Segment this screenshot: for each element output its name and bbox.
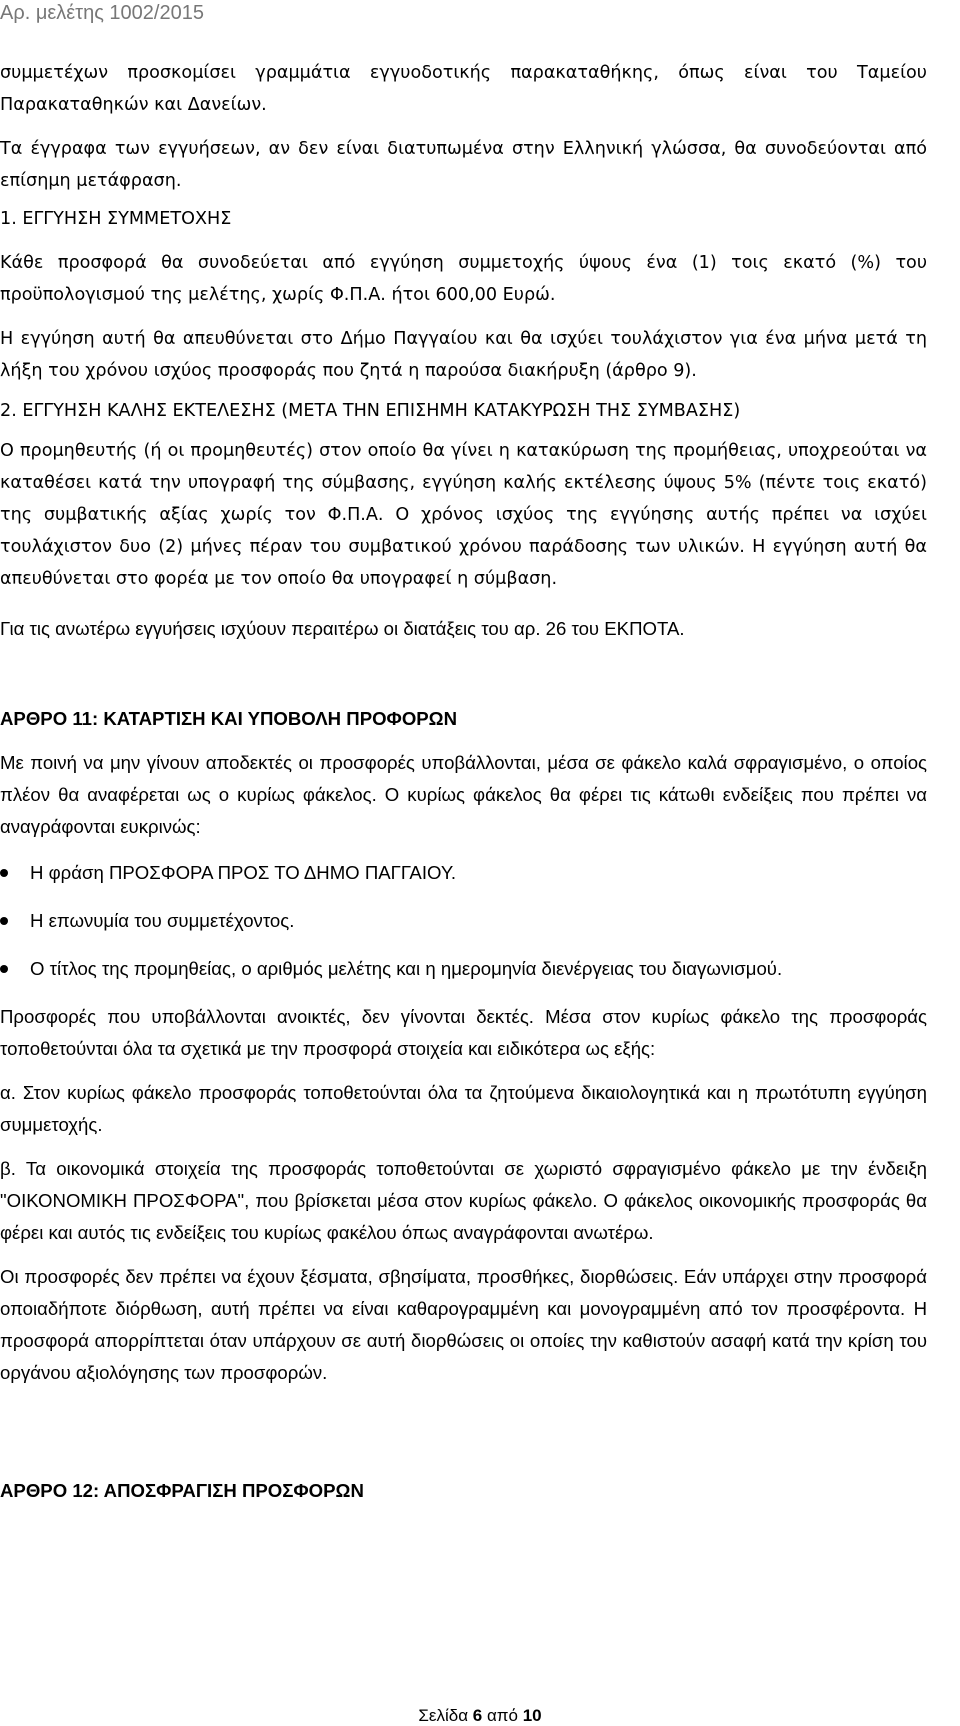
paragraph: Οι προσφορές δεν πρέπει να έχουν ξέσματα, σβησίματα, προσθήκες, διορθώσεις. Εάν υπάρχει στην προσφορά οποιαδήποτε διόρθωση, αυτή πρέπει να είναι καθαρογραμμένη και μονογραμμένη από τον προσφέροντα. Η προσφορά απορρίπτεται όταν υπάρχουν σε αυτή διορθώσεις οι οποίες την καθιστούν ασαφή κατά την κρίση του οργάνου αξιολόγησης των προσφορών. [0, 1266, 927, 1383]
paragraph: β. Τα οικονομικά στοιχεία της προσφοράς τοποθετούνται σε χωριστό σφραγισμένο φάκελο με την ένδειξη "ΟΙΚΟΝΟΜΙΚΗ ΠΡΟΣΦΟΡΑ", που βρίσκεται μέσα στον κυρίως φάκελο. Ο φάκελος οικονομικής προσφοράς θα φέρει και αυτός τις ενδείξεις του κυρίως φακέλου όπως αναγράφονται ανωτέρω. [0, 1158, 927, 1243]
footer-page-total: 10 [522, 1706, 542, 1725]
section-title-performance-guarantee: 2. ΕΓΓΥΗΣΗ ΚΑΛΗΣ ΕΚΤΕΛΕΣΗΣ (ΜΕΤΑ ΤΗΝ ΕΠΙΣΗΜΗ ΚΑΤΑΚΥΡΩΣΗ ΤΗΣ ΣΥΜΒΑΣΗΣ) [0, 401, 741, 421]
article-11-heading: ΑΡΘΡΟ 11: ΚΑΤΑΡΤΙΣΗ ΚΑΙ ΥΠΟΒΟΛΗ ΠΡΟΦΟΡΩΝ [0, 708, 458, 729]
bullet-icon [0, 965, 8, 973]
paragraph: Η εγγύηση αυτή θα απευθύνεται στο Δήμο Παγγαίου και θα ισχύει τουλάχιστον για ένα μήνα μετά τη λήξη του χρόνου ισχύος προσφοράς που ζητά η παρούσα διακήρυξη (άρθρο 9). [0, 329, 927, 381]
section-title-participation-guarantee: 1. ΕΓΓΥΗΣΗ ΣΥΜΜΕΤΟΧΗΣ [0, 209, 232, 229]
bullet-icon [0, 917, 8, 925]
paragraph: Για τις ανωτέρω εγγυήσεις ισχύουν περαιτέρω οι διατάξεις του αρ. 26 του ΕΚΠΟΤΑ. [0, 618, 685, 639]
paragraph: Προσφορές που υποβάλλονται ανοικτές, δεν γίνονται δεκτές. Μέσα στον κυρίως φάκελο της προσφοράς τοποθετούνται όλα τα σχετικά με την προσφορά στοιχεία και ειδικότερα ως εξής: [0, 1006, 927, 1059]
paragraph: συμμετέχων προσκομίσει γραμμάτια εγγυοδοτικής παρακαταθήκης, όπως είναι του Ταμείου Παρακαταθηκών και Δανείων. [0, 63, 927, 115]
paragraph: Με ποινή να μην γίνουν αποδεκτές οι προσφορές υποβάλλονται, μέσα σε φάκελο καλά σφραγισμένο, ο οποίος πλέον θα αναφέρεται ως ο κυρίως φάκελος. Ο κυρίως φάκελος θα φέρει τις κάτωθι ενδείξεις που πρέπει να αναγράφονται ευκρινώς: [0, 752, 927, 837]
paragraph: Ο προμηθευτής (ή οι προμηθευτές) στον οποίο θα γίνει η κατακύρωση της προμήθειας, υποχρεούται να καταθέσει κατά την υπογραφή της σύμβασης, εγγύηση καλής εκτέλεσης ύψους 5% (πέντε τοις εκατό) της συμβατικής αξίας χωρίς τον Φ.Π.Α. Ο χρόνος ισχύος της εγγύησης αυτής πρέπει να ισχύει τουλάχιστον δυο (2) μήνες πέραν του συμβατικού χρόνου παράδοσης των υλικών. Η εγγύηση αυτή θα απευθύνεται στο φορέα με τον οποίο θα υπογραφεί η σύμβαση. [0, 441, 927, 589]
document-body [0, 57, 927, 1507]
paragraph: α. Στον κυρίως φάκελο προσφοράς τοποθετούνται όλα τα ζητούμενα δικαιολογητικά και η πρωτότυπη εγγύηση συμμετοχής. [0, 1082, 927, 1135]
document-header: Αρ. μελέτης 1002/2015 [0, 2, 204, 24]
bullet-list [0, 857, 927, 985]
article-12-heading: ΑΡΘΡΟ 12: ΑΠΟΣΦΡΑΓΙΣΗ ΠΡΟΣΦΟΡΩΝ [0, 1480, 364, 1501]
paragraph: Τα έγγραφα των εγγυήσεων, αν δεν είναι διατυπωμένα στην Ελληνική γλώσσα, θα συνοδεύονται από επίσημη μετάφραση. [0, 139, 927, 191]
list-item-text: Ο τίτλος της προμηθείας, ο αριθμός μελέτης και η ημερομηνία διενέργειας του διαγωνισμού. [30, 958, 783, 979]
paragraph: Κάθε προσφορά θα συνοδεύεται από εγγύηση συμμετοχής ύψους ένα (1) τοις εκατό (%) του προϋπολογισμού της μελέτης, χωρίς Φ.Π.Α. ήτοι 600,00 Ευρώ. [0, 253, 927, 305]
list-item [0, 905, 927, 937]
list-item-text: Η επωνυμία του συμμετέχοντος. [30, 910, 295, 931]
footer-middle: από [482, 1706, 523, 1725]
footer-page-number: 6 [472, 1706, 483, 1725]
list-item-text: Η φράση ΠΡΟΣΦΟΡΑ ΠΡΟΣ ΤΟ ΔΗΜΟ ΠΑΓΓΑΙΟΥ. [30, 862, 457, 883]
list-item [0, 953, 927, 985]
footer-prefix: Σελίδα [418, 1706, 473, 1725]
list-item [0, 857, 927, 889]
page-footer [0, 1706, 960, 1726]
bullet-icon [0, 869, 8, 877]
